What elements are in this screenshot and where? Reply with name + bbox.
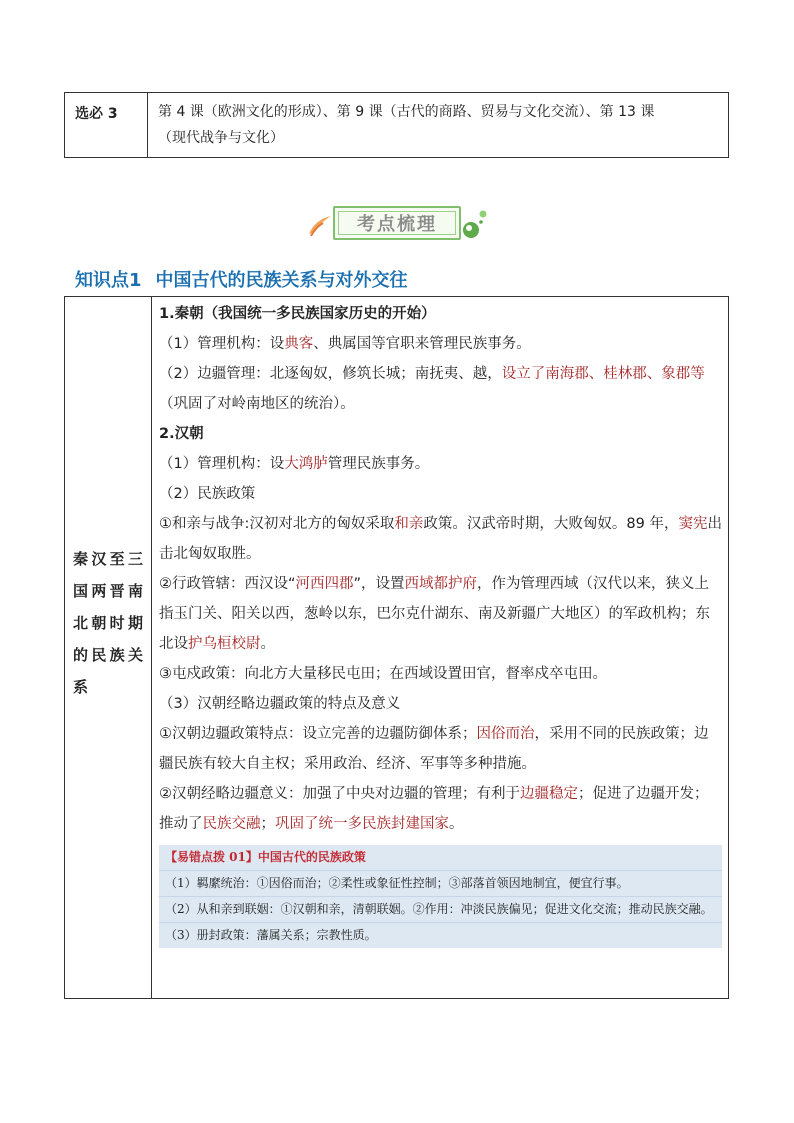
han-features-heading: （3）汉朝经略边疆政策的特点及意义: [159, 696, 401, 712]
qin-border: （2）边疆管理：北逐匈奴，修筑长城；南抚夷、越，设立了南海郡、桂林郡、象郡等（巩固了对岭南地区的统治）。: [159, 366, 705, 412]
han-features: ①汉朝边疆政策特点：设立完善的边疆防御体系；因俗而治，采用不同的民族政策；边疆民族有较大自主权；采用政治、经济、军事等多种措施。: [159, 726, 709, 772]
han-admin-control: ②行政管辖：西汉设“河西四郡”，设置西域都护府，作为管理西域（汉代以来，狭义上指玉门关、阳关以西，葱岭以东，巴尔克什湖东、南及新疆广大地区）的军政机构；东北设护乌桓校尉。: [159, 576, 710, 652]
course-line-1: 第 4 课（欧洲文化的形成）、第 9 课（古代的商路、贸易与文化交流）、第 13 课: [158, 104, 655, 120]
course-line-2: （现代战争与文化）: [158, 130, 284, 146]
han-admin: （1）管理机构：设大鸿胪管理民族事务。: [159, 456, 430, 472]
course-table: [64, 92, 729, 158]
section-number: 知识点1: [75, 270, 142, 291]
section-heading: [75, 266, 408, 292]
course-table-label: 选必 3: [65, 93, 148, 157]
course-table-content: [148, 93, 728, 157]
section-banner: [305, 200, 490, 246]
han-significance: ②汉朝经略边疆意义：加强了中央对边疆的管理；有利于边疆稳定；促进了边疆开发；推动了民族交融；巩固了统一多民族封建国家。: [159, 786, 709, 832]
han-tuntian: ③屯戍政策：向北方大量移民屯田；在西域设置田官，督率戍卒屯田。: [159, 666, 607, 682]
period-cell: [65, 297, 152, 998]
han-heqin: ①和亲与战争:汉初对北方的匈奴采取和亲政策。汉武帝时期，大败匈奴。89 年，窦宪出击北匈奴取胜。: [159, 516, 722, 562]
banner-title: 考点梳理: [357, 214, 437, 235]
content-cell: [152, 297, 728, 998]
error-tip-box: [159, 845, 722, 948]
qin-admin: （1）管理机构：设典客、典属国等官职来管理民族事务。: [159, 336, 531, 352]
knowledge-table: [64, 296, 729, 999]
han-heading: 2.汉朝: [159, 426, 204, 442]
han-policy-heading: （2）民族政策: [159, 486, 256, 502]
error-tip-line-1: （1）羁縻统治：①因俗而治；②柔性或象征性控制；③部落首领因地制宜，便宜行事。: [159, 871, 722, 897]
banner-frame: [333, 206, 461, 240]
period-label: 秦汉至三国两晋南北朝时期的民族关系: [73, 549, 143, 696]
qin-heading: 1.秦朝（我国统一多民族国家历史的开始）: [159, 306, 436, 322]
error-tip-title: 【易错点拨 01】中国古代的民族政策: [159, 845, 722, 871]
error-tip-line-2: （2）从和亲到联姻：①汉朝和亲，清朝联姻。②作用：冲淡民族偏见；促进文化交流；推动民族交融。: [159, 897, 722, 923]
section-title: 中国古代的民族关系与对外交往: [155, 270, 408, 291]
error-tip-line-3: （3）册封政策：藩属关系；宗教性质。: [165, 928, 377, 942]
brush-stroke-icon: [305, 210, 335, 240]
decorative-bubbles-icon: [461, 204, 491, 244]
